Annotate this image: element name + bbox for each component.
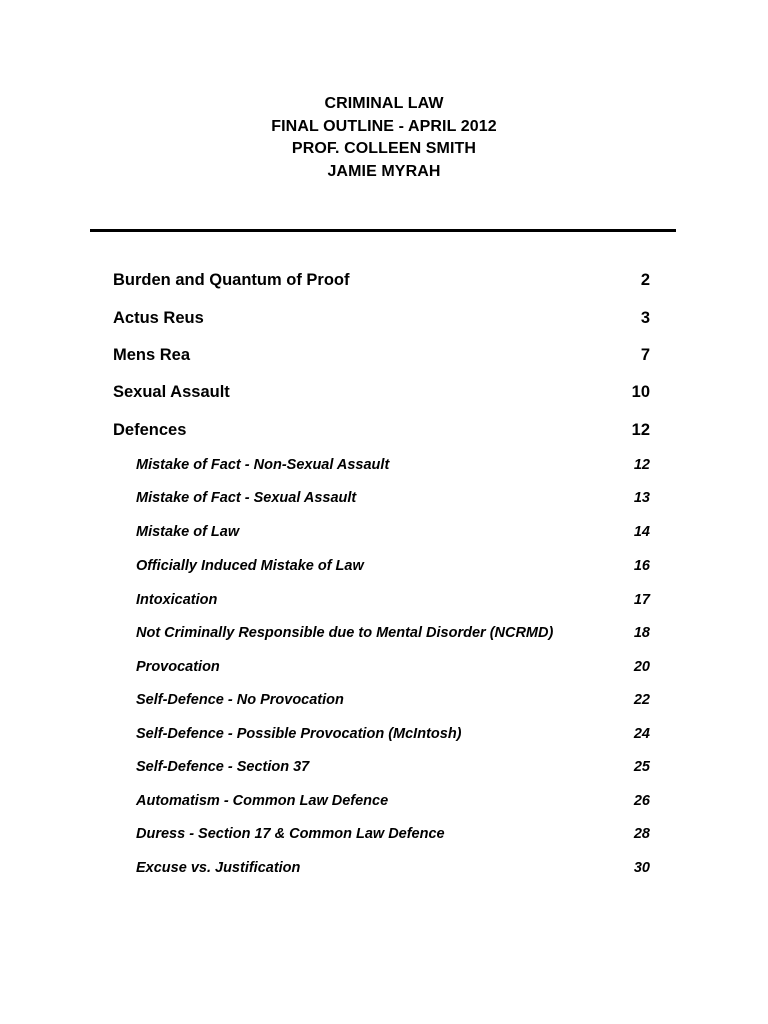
- toc-subentry-label: Not Criminally Responsible due to Mental Disorder (NCRMD): [136, 625, 554, 641]
- toc-subentry-mistake-law: [0, 524, 768, 550]
- professor-name: PROF. COLLEEN SMITH: [291, 140, 477, 157]
- toc-subentry-page: 17: [633, 592, 650, 608]
- toc-entry-page: 12: [631, 421, 650, 439]
- toc-subentry-label: Automatism - Common Law Defence: [136, 793, 389, 809]
- toc-entry-burden-of-proof: [0, 271, 768, 297]
- toc-subentry-page: 28: [633, 826, 650, 842]
- toc-subentry-label: Mistake of Law: [136, 524, 240, 540]
- toc-subentry-label: Mistake of Fact - Sexual Assault: [136, 490, 357, 506]
- toc-subentry-label: Intoxication: [136, 592, 218, 608]
- toc-subentry-officially-induced: [0, 558, 768, 584]
- horizontal-rule: [90, 229, 676, 232]
- toc-entry-label: Mens Rea: [113, 346, 191, 364]
- author-name: JAMIE MYRAH: [327, 162, 441, 180]
- toc-entry-mens-rea: [0, 346, 768, 372]
- toc-subentry-page: 30: [633, 860, 650, 876]
- toc-subentry-page: 12: [633, 457, 650, 473]
- toc-subentry-label: Self-Defence - Possible Provocation (McIntosh): [136, 726, 462, 742]
- course-title: CRIMINAL LAW: [324, 95, 444, 112]
- toc-subentry-duress: [0, 826, 768, 852]
- toc-subentry-provocation: [0, 659, 768, 685]
- toc-entry-page: 7: [640, 346, 650, 364]
- toc-subentry-label: Self-Defence - No Provocation: [136, 692, 344, 708]
- toc-subentry-page: 14: [633, 524, 650, 540]
- toc-entry-actus-reus: [0, 309, 768, 335]
- toc-entry-sexual-assault: [0, 383, 768, 409]
- toc-entry-label: Burden and Quantum of Proof: [113, 271, 350, 289]
- toc-subentry-label: Excuse vs. Justification: [136, 860, 301, 876]
- toc-entry-label: Defences: [113, 421, 187, 439]
- toc-subentry-page: 13: [633, 490, 650, 506]
- toc-subentry-self-defence-no-provocation: [0, 692, 768, 718]
- toc-subentry-page: 16: [633, 558, 650, 574]
- outline-title: FINAL OUTLINE - APRIL 2012: [271, 117, 497, 135]
- toc-subentry-intoxication: [0, 592, 768, 618]
- toc-subentry-excuse-justification: [0, 860, 768, 886]
- toc-subentry-page: 18: [633, 625, 650, 641]
- toc-subentry-page: 24: [633, 726, 650, 742]
- toc-entry-page: 2: [640, 271, 650, 289]
- toc-entry-label: Actus Reus: [113, 309, 204, 327]
- toc-subentry-label: Self-Defence - Section 37: [136, 759, 310, 775]
- toc-entry-page: 3: [640, 309, 650, 327]
- toc-entry-defences: [0, 421, 768, 447]
- toc-subentry-page: 26: [633, 793, 650, 809]
- toc-subentry-label: Duress - Section 17 & Common Law Defence: [136, 826, 445, 842]
- toc-subentry-self-defence-s37: [0, 759, 768, 785]
- title-block: [0, 93, 768, 183]
- toc-subentry-page: 20: [633, 659, 650, 675]
- toc-entry-label: Sexual Assault: [113, 383, 230, 401]
- toc-subentry-label: Officially Induced Mistake of Law: [136, 558, 364, 574]
- toc-subentry-ncrmd: [0, 625, 768, 651]
- toc-subentry-mistake-fact-sexual: [0, 490, 768, 516]
- toc-subentry-page: 25: [633, 759, 650, 775]
- toc-subentry-self-defence-mcintosh: [0, 726, 768, 752]
- toc-entry-page: 10: [631, 383, 650, 401]
- toc-subentry-label: Mistake of Fact - Non-Sexual Assault: [136, 457, 390, 473]
- toc-subentry-mistake-fact-non-sexual: [0, 457, 768, 483]
- toc-subentry-automatism: [0, 793, 768, 819]
- toc-subentry-label: Provocation: [136, 659, 220, 675]
- toc-subentry-page: 22: [633, 692, 650, 708]
